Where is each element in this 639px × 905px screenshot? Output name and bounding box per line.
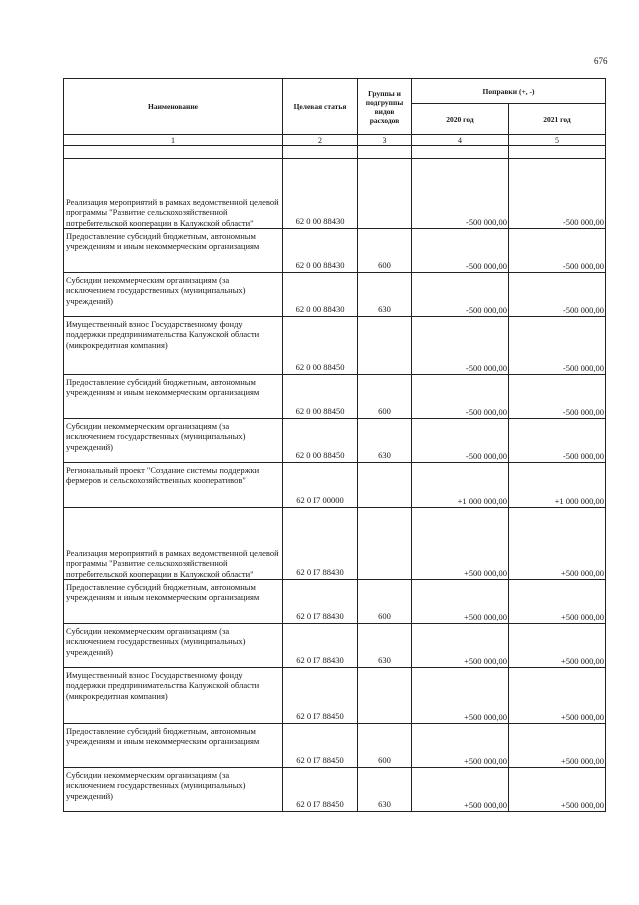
row-group: 600: [358, 375, 412, 419]
row-target-article: 62 0 I7 88430: [283, 580, 358, 624]
row-name: Региональный проект "Создание системы поддержки фермеров и сельскохозяйственных кооперативов": [64, 463, 283, 508]
row-target-article: 62 0 00 88430: [283, 159, 358, 229]
header-groups: Группы и подгруппы видов расходов: [358, 79, 412, 135]
row-name: Предоставление субсидий бюджетным, автономным учреждениям и иным некоммерческим организациям: [64, 580, 283, 624]
row-target-article: 62 0 00 88450: [283, 375, 358, 419]
row-group: [358, 668, 412, 724]
row-target-article: 62 0 I7 00000: [283, 463, 358, 508]
row-target-article: 62 0 I7 88430: [283, 508, 358, 580]
spacer-row: [64, 146, 606, 159]
row-amount-2020: -500 000,00: [412, 317, 509, 375]
header-year-2020: 2020 год: [412, 104, 509, 135]
row-name: Субсидии некоммерческим организациям (за исключением государственных (муниципальных) учреждений): [64, 768, 283, 812]
table-row: [64, 463, 606, 508]
row-amount-2020: +1 000 000,00: [412, 463, 509, 508]
row-group: 630: [358, 273, 412, 317]
table-row: [64, 668, 606, 724]
row-name: Реализация мероприятий в рамках ведомственной целевой программы "Развитие сельскохозяйственной потребительской кооперации в Калужской области": [64, 159, 283, 229]
row-name: Имущественный взнос Государственному фонду поддержки предпринимательства Калужской области (микрокредитная компания): [64, 317, 283, 375]
row-group: 630: [358, 419, 412, 463]
column-number: 1: [64, 135, 283, 146]
table-row: [64, 159, 606, 229]
row-amount-2021: -500 000,00: [509, 273, 606, 317]
table-row: [64, 419, 606, 463]
row-group: 600: [358, 724, 412, 768]
row-amount-2021: +500 000,00: [509, 768, 606, 812]
row-amount-2020: +500 000,00: [412, 668, 509, 724]
column-number-row: [64, 135, 606, 146]
row-amount-2020: +500 000,00: [412, 508, 509, 580]
table-row: [64, 508, 606, 580]
row-group: 600: [358, 229, 412, 273]
row-amount-2020: -500 000,00: [412, 375, 509, 419]
row-amount-2021: +500 000,00: [509, 624, 606, 668]
row-amount-2021: -500 000,00: [509, 229, 606, 273]
table-row: [64, 375, 606, 419]
table-row: [64, 724, 606, 768]
row-group: [358, 317, 412, 375]
row-name: Субсидии некоммерческим организациям (за исключением государственных (муниципальных) учреждений): [64, 624, 283, 668]
row-target-article: 62 0 I7 88450: [283, 768, 358, 812]
row-target-article: 62 0 00 88450: [283, 419, 358, 463]
row-amount-2020: +500 000,00: [412, 768, 509, 812]
row-amount-2020: +500 000,00: [412, 624, 509, 668]
row-amount-2020: +500 000,00: [412, 724, 509, 768]
header-amendments: Поправки (+, -): [412, 79, 606, 104]
row-amount-2021: -500 000,00: [509, 375, 606, 419]
row-amount-2021: +500 000,00: [509, 508, 606, 580]
row-name: Субсидии некоммерческим организациям (за исключением государственных (муниципальных) учреждений): [64, 273, 283, 317]
row-amount-2021: +500 000,00: [509, 668, 606, 724]
table-row: [64, 768, 606, 812]
row-amount-2021: +500 000,00: [509, 724, 606, 768]
row-target-article: 62 0 00 88430: [283, 273, 358, 317]
row-name: Реализация мероприятий в рамках ведомственной целевой программы "Развитие сельскохозяйственной потребительской кооперации в Калужской области": [64, 508, 283, 580]
row-name: Имущественный взнос Государственному фонду поддержки предпринимательства Калужской области (микрокредитная компания): [64, 668, 283, 724]
row-amount-2021: -500 000,00: [509, 159, 606, 229]
row-name: Предоставление субсидий бюджетным, автономным учреждениям и иным некоммерческим организациям: [64, 375, 283, 419]
row-target-article: 62 0 I7 88430: [283, 624, 358, 668]
row-target-article: 62 0 I7 88450: [283, 668, 358, 724]
column-number: 5: [509, 135, 606, 146]
row-amount-2020: -500 000,00: [412, 273, 509, 317]
column-number: 4: [412, 135, 509, 146]
header-target-article: Целевая статья: [283, 79, 358, 135]
row-name: Предоставление субсидий бюджетным, автономным учреждениям и иным некоммерческим организациям: [64, 229, 283, 273]
row-amount-2021: +500 000,00: [509, 580, 606, 624]
row-amount-2020: -500 000,00: [412, 229, 509, 273]
row-group: [358, 508, 412, 580]
row-amount-2020: +500 000,00: [412, 580, 509, 624]
table-row: [64, 624, 606, 668]
row-target-article: 62 0 00 88430: [283, 229, 358, 273]
row-name: Субсидии некоммерческим организациям (за исключением государственных (муниципальных) учреждений): [64, 419, 283, 463]
row-group: 630: [358, 768, 412, 812]
row-name: Предоставление субсидий бюджетным, автономным учреждениям и иным некоммерческим организациям: [64, 724, 283, 768]
table-row: [64, 580, 606, 624]
row-target-article: 62 0 00 88450: [283, 317, 358, 375]
row-group: 600: [358, 580, 412, 624]
row-amount-2021: -500 000,00: [509, 317, 606, 375]
row-group: [358, 463, 412, 508]
page-number: 676: [594, 56, 608, 66]
table-row: [64, 317, 606, 375]
row-amount-2020: -500 000,00: [412, 419, 509, 463]
table-row: [64, 273, 606, 317]
header-row-top: [64, 79, 606, 104]
column-number: 3: [358, 135, 412, 146]
column-number: 2: [283, 135, 358, 146]
table-row: [64, 229, 606, 273]
row-target-article: 62 0 I7 88450: [283, 724, 358, 768]
budget-amendments-table: [63, 78, 606, 812]
row-group: [358, 159, 412, 229]
header-name: Наименование: [64, 79, 283, 135]
row-group: 630: [358, 624, 412, 668]
header-year-2021: 2021 год: [509, 104, 606, 135]
row-amount-2021: -500 000,00: [509, 419, 606, 463]
row-amount-2020: -500 000,00: [412, 159, 509, 229]
row-amount-2021: +1 000 000,00: [509, 463, 606, 508]
